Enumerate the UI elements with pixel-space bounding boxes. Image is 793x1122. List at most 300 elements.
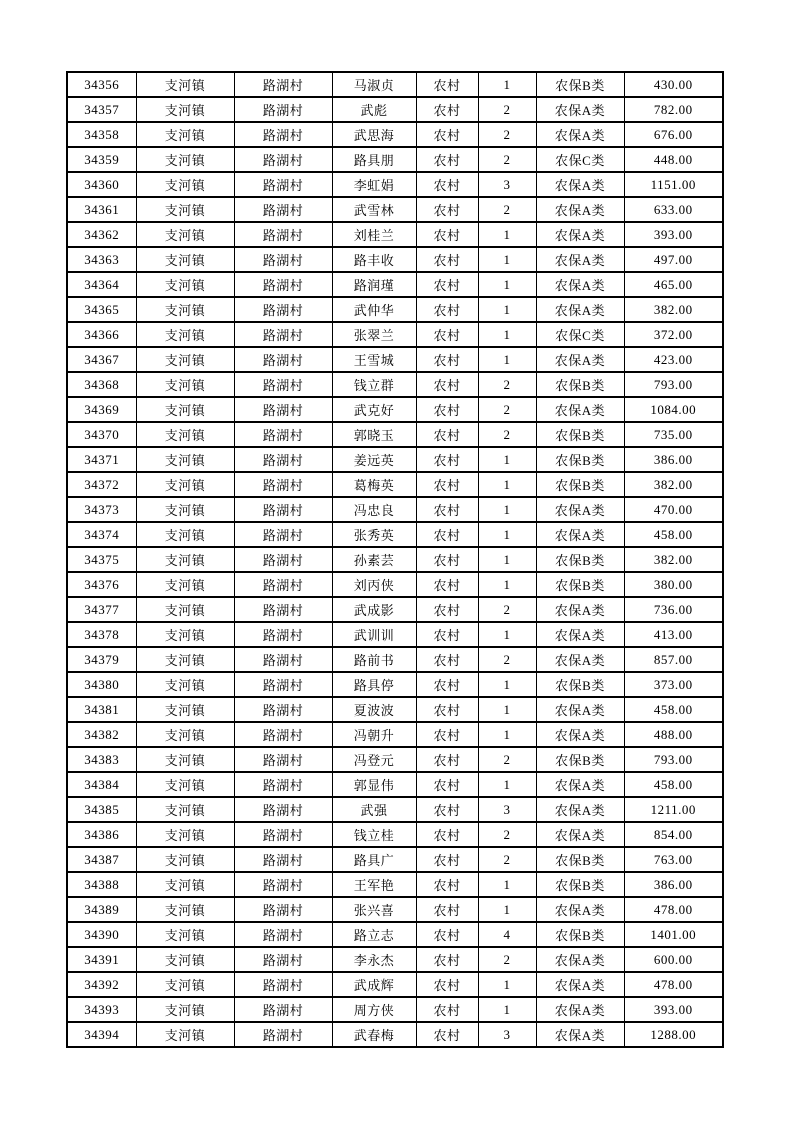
cell-amount: 854.00 <box>624 822 723 847</box>
cell-insurance-class: 农保B类 <box>536 547 624 572</box>
cell-residence-type: 农村 <box>416 897 478 922</box>
cell-town: 支河镇 <box>136 397 234 422</box>
cell-village: 路湖村 <box>234 772 332 797</box>
table-row <box>67 497 723 522</box>
cell-record-id: 34365 <box>67 297 136 322</box>
cell-record-id: 34367 <box>67 347 136 372</box>
cell-insurance-class: 农保C类 <box>536 147 624 172</box>
table-row <box>67 997 723 1022</box>
cell-residence-type: 农村 <box>416 997 478 1022</box>
cell-record-id: 34393 <box>67 997 136 1022</box>
cell-person-name: 武春梅 <box>332 1022 416 1047</box>
cell-record-id: 34357 <box>67 97 136 122</box>
cell-person-name: 孙素芸 <box>332 547 416 572</box>
cell-village: 路湖村 <box>234 97 332 122</box>
table-row <box>67 747 723 772</box>
table-row <box>67 922 723 947</box>
cell-insurance-class: 农保B类 <box>536 422 624 447</box>
table-row <box>67 422 723 447</box>
cell-person-count: 2 <box>478 647 536 672</box>
cell-village: 路湖村 <box>234 247 332 272</box>
cell-amount: 430.00 <box>624 72 723 97</box>
cell-record-id: 34385 <box>67 797 136 822</box>
cell-record-id: 34375 <box>67 547 136 572</box>
cell-town: 支河镇 <box>136 672 234 697</box>
cell-town: 支河镇 <box>136 347 234 372</box>
cell-record-id: 34380 <box>67 672 136 697</box>
cell-record-id: 34361 <box>67 197 136 222</box>
cell-amount: 386.00 <box>624 447 723 472</box>
cell-amount: 382.00 <box>624 472 723 497</box>
cell-person-name: 路具广 <box>332 847 416 872</box>
table-row <box>67 872 723 897</box>
cell-residence-type: 农村 <box>416 697 478 722</box>
table-row <box>67 347 723 372</box>
cell-person-count: 2 <box>478 147 536 172</box>
cell-person-count: 3 <box>478 797 536 822</box>
cell-village: 路湖村 <box>234 397 332 422</box>
cell-insurance-class: 农保A类 <box>536 722 624 747</box>
cell-residence-type: 农村 <box>416 597 478 622</box>
cell-insurance-class: 农保A类 <box>536 172 624 197</box>
cell-residence-type: 农村 <box>416 197 478 222</box>
cell-amount: 676.00 <box>624 122 723 147</box>
cell-town: 支河镇 <box>136 447 234 472</box>
cell-person-name: 王军艳 <box>332 872 416 897</box>
cell-record-id: 34358 <box>67 122 136 147</box>
cell-village: 路湖村 <box>234 497 332 522</box>
table-row <box>67 622 723 647</box>
cell-insurance-class: 农保B类 <box>536 372 624 397</box>
cell-amount: 1084.00 <box>624 397 723 422</box>
cell-record-id: 34377 <box>67 597 136 622</box>
table-row <box>67 247 723 272</box>
cell-town: 支河镇 <box>136 547 234 572</box>
cell-village: 路湖村 <box>234 872 332 897</box>
cell-village: 路湖村 <box>234 972 332 997</box>
cell-amount: 372.00 <box>624 322 723 347</box>
cell-village: 路湖村 <box>234 297 332 322</box>
cell-insurance-class: 农保A类 <box>536 972 624 997</box>
cell-person-count: 1 <box>478 522 536 547</box>
cell-village: 路湖村 <box>234 347 332 372</box>
cell-amount: 735.00 <box>624 422 723 447</box>
cell-residence-type: 农村 <box>416 672 478 697</box>
cell-amount: 458.00 <box>624 772 723 797</box>
cell-town: 支河镇 <box>136 997 234 1022</box>
cell-amount: 793.00 <box>624 747 723 772</box>
cell-insurance-class: 农保B类 <box>536 847 624 872</box>
cell-person-name: 武克好 <box>332 397 416 422</box>
cell-village: 路湖村 <box>234 197 332 222</box>
cell-person-count: 2 <box>478 422 536 447</box>
cell-town: 支河镇 <box>136 572 234 597</box>
cell-insurance-class: 农保A类 <box>536 947 624 972</box>
cell-village: 路湖村 <box>234 597 332 622</box>
cell-village: 路湖村 <box>234 272 332 297</box>
cell-town: 支河镇 <box>136 197 234 222</box>
cell-amount: 633.00 <box>624 197 723 222</box>
cell-town: 支河镇 <box>136 922 234 947</box>
cell-record-id: 34356 <box>67 72 136 97</box>
cell-residence-type: 农村 <box>416 397 478 422</box>
cell-village: 路湖村 <box>234 72 332 97</box>
cell-residence-type: 农村 <box>416 722 478 747</box>
table-row <box>67 547 723 572</box>
table-row <box>67 697 723 722</box>
cell-insurance-class: 农保A类 <box>536 797 624 822</box>
cell-residence-type: 农村 <box>416 347 478 372</box>
cell-village: 路湖村 <box>234 997 332 1022</box>
cell-town: 支河镇 <box>136 697 234 722</box>
cell-town: 支河镇 <box>136 322 234 347</box>
cell-town: 支河镇 <box>136 122 234 147</box>
cell-residence-type: 农村 <box>416 647 478 672</box>
cell-residence-type: 农村 <box>416 522 478 547</box>
cell-amount: 382.00 <box>624 297 723 322</box>
cell-amount: 736.00 <box>624 597 723 622</box>
cell-village: 路湖村 <box>234 572 332 597</box>
table-row <box>67 72 723 97</box>
cell-person-count: 2 <box>478 197 536 222</box>
cell-residence-type: 农村 <box>416 1022 478 1047</box>
cell-residence-type: 农村 <box>416 247 478 272</box>
cell-town: 支河镇 <box>136 272 234 297</box>
cell-record-id: 34394 <box>67 1022 136 1047</box>
cell-village: 路湖村 <box>234 822 332 847</box>
cell-person-count: 1 <box>478 697 536 722</box>
cell-insurance-class: 农保A类 <box>536 197 624 222</box>
cell-insurance-class: 农保A类 <box>536 222 624 247</box>
cell-residence-type: 农村 <box>416 297 478 322</box>
cell-town: 支河镇 <box>136 222 234 247</box>
cell-person-name: 武训训 <box>332 622 416 647</box>
cell-insurance-class: 农保A类 <box>536 297 624 322</box>
cell-amount: 386.00 <box>624 872 723 897</box>
cell-record-id: 34372 <box>67 472 136 497</box>
cell-person-name: 姜远英 <box>332 447 416 472</box>
cell-person-count: 1 <box>478 872 536 897</box>
cell-residence-type: 农村 <box>416 947 478 972</box>
cell-amount: 382.00 <box>624 547 723 572</box>
cell-person-name: 刘桂兰 <box>332 222 416 247</box>
cell-residence-type: 农村 <box>416 172 478 197</box>
cell-person-name: 武彪 <box>332 97 416 122</box>
cell-amount: 448.00 <box>624 147 723 172</box>
cell-person-name: 武思海 <box>332 122 416 147</box>
cell-person-count: 1 <box>478 572 536 597</box>
cell-insurance-class: 农保B类 <box>536 572 624 597</box>
cell-town: 支河镇 <box>136 422 234 447</box>
cell-amount: 1211.00 <box>624 797 723 822</box>
table-row <box>67 1022 723 1047</box>
cell-person-count: 2 <box>478 822 536 847</box>
cell-insurance-class: 农保A类 <box>536 597 624 622</box>
cell-person-count: 2 <box>478 747 536 772</box>
cell-person-name: 冯登元 <box>332 747 416 772</box>
cell-person-name: 郭晓玉 <box>332 422 416 447</box>
cell-amount: 793.00 <box>624 372 723 397</box>
cell-town: 支河镇 <box>136 847 234 872</box>
table-row <box>67 797 723 822</box>
cell-record-id: 34371 <box>67 447 136 472</box>
cell-town: 支河镇 <box>136 522 234 547</box>
cell-insurance-class: 农保B类 <box>536 72 624 97</box>
cell-village: 路湖村 <box>234 122 332 147</box>
cell-amount: 1288.00 <box>624 1022 723 1047</box>
cell-record-id: 34366 <box>67 322 136 347</box>
cell-amount: 465.00 <box>624 272 723 297</box>
table-row <box>67 472 723 497</box>
table-row <box>67 397 723 422</box>
cell-village: 路湖村 <box>234 847 332 872</box>
cell-residence-type: 农村 <box>416 222 478 247</box>
cell-insurance-class: 农保A类 <box>536 897 624 922</box>
cell-record-id: 34362 <box>67 222 136 247</box>
cell-person-name: 冯忠良 <box>332 497 416 522</box>
cell-town: 支河镇 <box>136 747 234 772</box>
cell-town: 支河镇 <box>136 1022 234 1047</box>
cell-person-name: 路前书 <box>332 647 416 672</box>
cell-insurance-class: 农保A类 <box>536 97 624 122</box>
table-row <box>67 947 723 972</box>
cell-residence-type: 农村 <box>416 772 478 797</box>
table-row <box>67 672 723 697</box>
table-row <box>67 897 723 922</box>
cell-town: 支河镇 <box>136 247 234 272</box>
table-row <box>67 822 723 847</box>
cell-person-count: 1 <box>478 997 536 1022</box>
cell-person-name: 武雪林 <box>332 197 416 222</box>
cell-person-count: 1 <box>478 672 536 697</box>
cell-record-id: 34392 <box>67 972 136 997</box>
cell-town: 支河镇 <box>136 722 234 747</box>
table-row <box>67 97 723 122</box>
cell-record-id: 34388 <box>67 872 136 897</box>
cell-amount: 1151.00 <box>624 172 723 197</box>
cell-residence-type: 农村 <box>416 472 478 497</box>
cell-insurance-class: 农保B类 <box>536 872 624 897</box>
cell-amount: 423.00 <box>624 347 723 372</box>
cell-residence-type: 农村 <box>416 122 478 147</box>
cell-insurance-class: 农保B类 <box>536 447 624 472</box>
cell-person-count: 1 <box>478 297 536 322</box>
cell-insurance-class: 农保A类 <box>536 122 624 147</box>
cell-residence-type: 农村 <box>416 422 478 447</box>
cell-person-count: 1 <box>478 722 536 747</box>
table-row <box>67 272 723 297</box>
cell-insurance-class: 农保A类 <box>536 272 624 297</box>
cell-town: 支河镇 <box>136 872 234 897</box>
cell-town: 支河镇 <box>136 972 234 997</box>
cell-insurance-class: 农保A类 <box>536 347 624 372</box>
cell-person-name: 路润瑾 <box>332 272 416 297</box>
cell-amount: 470.00 <box>624 497 723 522</box>
cell-insurance-class: 农保A类 <box>536 772 624 797</box>
cell-person-count: 2 <box>478 397 536 422</box>
cell-amount: 1401.00 <box>624 922 723 947</box>
cell-residence-type: 农村 <box>416 972 478 997</box>
table-sheet <box>66 71 724 1048</box>
cell-town: 支河镇 <box>136 497 234 522</box>
table-row <box>67 122 723 147</box>
cell-town: 支河镇 <box>136 297 234 322</box>
cell-amount: 488.00 <box>624 722 723 747</box>
cell-residence-type: 农村 <box>416 97 478 122</box>
cell-amount: 413.00 <box>624 622 723 647</box>
cell-village: 路湖村 <box>234 472 332 497</box>
cell-record-id: 34384 <box>67 772 136 797</box>
records-table <box>66 71 724 1048</box>
cell-record-id: 34383 <box>67 747 136 772</box>
table-row <box>67 522 723 547</box>
cell-amount: 857.00 <box>624 647 723 672</box>
cell-person-count: 1 <box>478 972 536 997</box>
cell-village: 路湖村 <box>234 147 332 172</box>
cell-town: 支河镇 <box>136 97 234 122</box>
cell-person-name: 路具朋 <box>332 147 416 172</box>
cell-residence-type: 农村 <box>416 447 478 472</box>
cell-person-name: 周方侠 <box>332 997 416 1022</box>
cell-person-name: 路立志 <box>332 922 416 947</box>
cell-person-name: 钱立桂 <box>332 822 416 847</box>
cell-residence-type: 农村 <box>416 822 478 847</box>
cell-person-count: 1 <box>478 772 536 797</box>
cell-insurance-class: 农保A类 <box>536 622 624 647</box>
cell-town: 支河镇 <box>136 172 234 197</box>
cell-record-id: 34363 <box>67 247 136 272</box>
cell-residence-type: 农村 <box>416 547 478 572</box>
cell-record-id: 34368 <box>67 372 136 397</box>
table-row <box>67 847 723 872</box>
cell-town: 支河镇 <box>136 797 234 822</box>
cell-person-count: 3 <box>478 172 536 197</box>
cell-village: 路湖村 <box>234 897 332 922</box>
table-row <box>67 197 723 222</box>
table-row <box>67 322 723 347</box>
cell-insurance-class: 农保B类 <box>536 672 624 697</box>
cell-amount: 600.00 <box>624 947 723 972</box>
cell-residence-type: 农村 <box>416 847 478 872</box>
cell-amount: 458.00 <box>624 697 723 722</box>
cell-residence-type: 农村 <box>416 372 478 397</box>
cell-residence-type: 农村 <box>416 922 478 947</box>
cell-person-count: 1 <box>478 247 536 272</box>
cell-residence-type: 农村 <box>416 497 478 522</box>
cell-insurance-class: 农保B类 <box>536 747 624 772</box>
cell-village: 路湖村 <box>234 797 332 822</box>
cell-person-name: 王雪城 <box>332 347 416 372</box>
cell-village: 路湖村 <box>234 322 332 347</box>
cell-town: 支河镇 <box>136 72 234 97</box>
cell-village: 路湖村 <box>234 222 332 247</box>
cell-village: 路湖村 <box>234 447 332 472</box>
cell-person-name: 张秀英 <box>332 522 416 547</box>
cell-insurance-class: 农保A类 <box>536 647 624 672</box>
cell-insurance-class: 农保A类 <box>536 822 624 847</box>
cell-person-count: 1 <box>478 272 536 297</box>
cell-amount: 478.00 <box>624 897 723 922</box>
cell-record-id: 34364 <box>67 272 136 297</box>
cell-person-count: 1 <box>478 622 536 647</box>
cell-town: 支河镇 <box>136 897 234 922</box>
table-row <box>67 222 723 247</box>
cell-insurance-class: 农保C类 <box>536 322 624 347</box>
cell-amount: 380.00 <box>624 572 723 597</box>
cell-village: 路湖村 <box>234 747 332 772</box>
cell-insurance-class: 农保A类 <box>536 1022 624 1047</box>
cell-record-id: 34376 <box>67 572 136 597</box>
cell-amount: 782.00 <box>624 97 723 122</box>
cell-amount: 478.00 <box>624 972 723 997</box>
cell-insurance-class: 农保A类 <box>536 247 624 272</box>
cell-person-name: 张翠兰 <box>332 322 416 347</box>
cell-person-name: 路具停 <box>332 672 416 697</box>
cell-person-count: 1 <box>478 72 536 97</box>
cell-person-count: 1 <box>478 322 536 347</box>
cell-person-name: 钱立群 <box>332 372 416 397</box>
cell-residence-type: 农村 <box>416 272 478 297</box>
cell-town: 支河镇 <box>136 772 234 797</box>
cell-person-name: 郭显伟 <box>332 772 416 797</box>
cell-record-id: 34386 <box>67 822 136 847</box>
cell-record-id: 34387 <box>67 847 136 872</box>
cell-village: 路湖村 <box>234 672 332 697</box>
cell-insurance-class: 农保A类 <box>536 522 624 547</box>
cell-village: 路湖村 <box>234 547 332 572</box>
cell-person-name: 路丰收 <box>332 247 416 272</box>
cell-amount: 458.00 <box>624 522 723 547</box>
cell-town: 支河镇 <box>136 597 234 622</box>
cell-person-name: 武仲华 <box>332 297 416 322</box>
cell-record-id: 34391 <box>67 947 136 972</box>
table-row <box>67 772 723 797</box>
cell-person-name: 武强 <box>332 797 416 822</box>
cell-person-count: 2 <box>478 372 536 397</box>
cell-village: 路湖村 <box>234 172 332 197</box>
cell-person-count: 1 <box>478 547 536 572</box>
cell-person-name: 冯朝升 <box>332 722 416 747</box>
cell-village: 路湖村 <box>234 622 332 647</box>
records-table-body <box>67 72 723 1047</box>
cell-residence-type: 农村 <box>416 872 478 897</box>
cell-town: 支河镇 <box>136 947 234 972</box>
cell-record-id: 34382 <box>67 722 136 747</box>
table-row <box>67 572 723 597</box>
cell-record-id: 34369 <box>67 397 136 422</box>
cell-residence-type: 农村 <box>416 572 478 597</box>
cell-residence-type: 农村 <box>416 797 478 822</box>
cell-town: 支河镇 <box>136 147 234 172</box>
cell-record-id: 34390 <box>67 922 136 947</box>
cell-village: 路湖村 <box>234 1022 332 1047</box>
cell-record-id: 34379 <box>67 647 136 672</box>
cell-village: 路湖村 <box>234 697 332 722</box>
cell-person-count: 1 <box>478 347 536 372</box>
cell-town: 支河镇 <box>136 622 234 647</box>
cell-person-count: 1 <box>478 472 536 497</box>
cell-residence-type: 农村 <box>416 322 478 347</box>
cell-person-name: 马淑贞 <box>332 72 416 97</box>
cell-village: 路湖村 <box>234 422 332 447</box>
cell-person-count: 2 <box>478 97 536 122</box>
cell-record-id: 34373 <box>67 497 136 522</box>
cell-person-count: 1 <box>478 497 536 522</box>
cell-record-id: 34360 <box>67 172 136 197</box>
cell-insurance-class: 农保A类 <box>536 497 624 522</box>
cell-village: 路湖村 <box>234 922 332 947</box>
cell-person-count: 4 <box>478 922 536 947</box>
